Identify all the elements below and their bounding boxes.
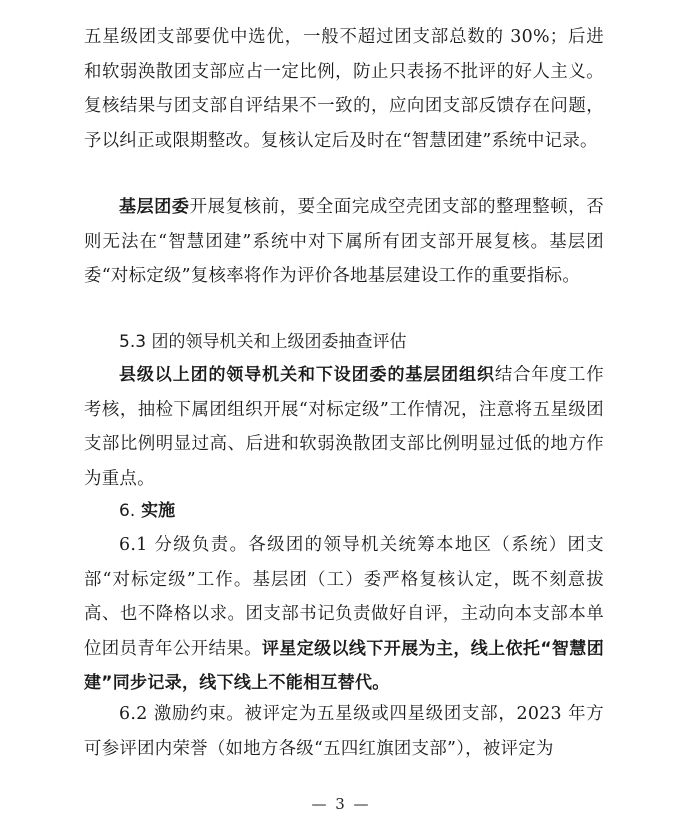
paragraph-text: 五星级团支部要优中选优，一般不超过团支部总数的 30%；后进和软弱涣散团支部应占一定比例，防止只表扬不批评的好人主义。复核结果与团支部自评结果不一致的，应向团支部反馈存在问题，予以纠正或限期整改。复核认定后及时在“智慧团建”系统中记录。 [84, 27, 604, 151]
item-lead: 分级负责 [147, 535, 230, 555]
section-title: 团的领导机关和上级团委抽查评估 [146, 332, 407, 352]
section-title: 实施 [135, 501, 176, 521]
paragraph-6-1 [84, 528, 604, 701]
paragraph-text: 结合年度工作考核，抽检下属团组织开展“对标定级”工作情况，注意将五星级团支部比例明显过高、后进和软弱涣散团支部比例明显过低的地方作为重点。 [84, 365, 604, 489]
paragraph-text: 。各级团的领导机关统筹本地区（系统）团支部“对标定级”工作。基层团（工）委严格复核认定，既不刻意拔高、也不降格以求。团支部书记负责做好自评，主动向本支部本单位团员青年公开结果。 [84, 535, 604, 659]
section-number: 6. [119, 501, 136, 521]
paragraph-6-2 [84, 697, 604, 766]
paragraph-grassroots-committee [84, 190, 604, 294]
item-lead: 激励约束 [147, 704, 227, 724]
item-number: 6.2 [119, 704, 148, 724]
bold-phrase: 县级以上团的领导机关和下设团委的基层团组织 [119, 365, 495, 385]
bold-phrase: 基层团委 [119, 197, 190, 217]
bold-sentence: 评星定级以线下开展为主，线上依托“智慧团建”同步记录，线下线上不能相互替代。 [84, 638, 604, 693]
paragraph-text: 。被评定为五星级或四星级团支部，2023 年方可参评团内荣誉（如地方各级“五四红旗团支部”），被评定为 [84, 704, 605, 759]
paragraph-text: 开展复核前，要全面完成空壳团支部的整理整顿，否则无法在“智慧团建”系统中对下属所有团支部开展复核。基层团委“对标定级”复核率将作为评价各地基层建设工作的重要指标。 [84, 197, 605, 286]
paragraph-spot-check [84, 358, 604, 496]
item-number: 6.1 [119, 535, 148, 555]
paragraph-review-results [84, 20, 604, 158]
section-number: 5.3 [119, 332, 147, 352]
section-heading-5-3 [119, 325, 406, 360]
section-heading-6 [119, 494, 175, 529]
page-number: — 3 — [311, 795, 371, 813]
